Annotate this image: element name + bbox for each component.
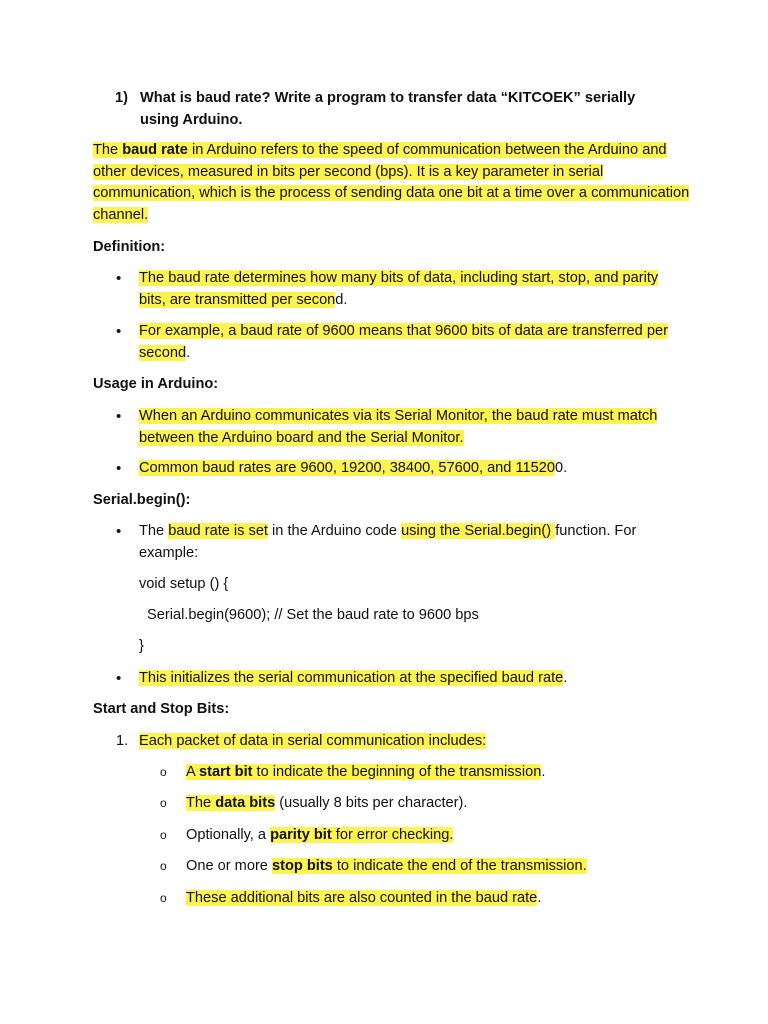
sub2-a: The [186, 795, 216, 811]
serial-begin-item-1-c: in the Arduino code [268, 523, 402, 539]
serial-begin-heading: Serial.begin(): [93, 492, 191, 508]
sub1-a: A [186, 764, 199, 780]
question-number: 1) [115, 90, 128, 106]
sub1-term: start bit [198, 764, 253, 780]
start-stop-ol-text: Each packet of data in serial communication includes: [139, 733, 487, 749]
intro-text-a: The [93, 142, 123, 158]
sub-item-data-bits [160, 793, 680, 815]
sub4-term: stop bits [271, 858, 333, 874]
sub1-d: . [541, 764, 546, 780]
code-line-2: Serial.begin(9600); // Set the baud rate to 9600 bps [147, 607, 479, 623]
serial-begin-item-2 [116, 668, 676, 690]
definition-item-1-rest: d. [335, 291, 348, 308]
usage-item-1 [116, 406, 676, 449]
serial-begin-item-1-b: baud rate is set [168, 523, 268, 539]
ol-number: 1. [116, 733, 129, 749]
definition-item-2-rest: . [186, 344, 191, 361]
bullet-marker: • [116, 670, 122, 687]
sub-item-additional-bits [160, 888, 680, 910]
serial-begin-item-2-rest: . [563, 670, 568, 686]
usage-heading: Usage in Arduino: [93, 376, 219, 392]
intro-text-c: in Arduino refers to the speed of communication between the Arduino and other devices, measured in bits per second (bps). It is a key parameter in serial communication, which is the process of sending data one bit at a time over a communication channel. [93, 142, 690, 223]
intro-term-baud-rate: baud rate [122, 142, 188, 158]
bullet-marker: • [116, 523, 122, 540]
sub-bullet-marker: o [160, 891, 167, 905]
usage-item-1-highlight: When an Arduino communicates via its Serial Monitor, the baud rate must match between the Arduino board and the Serial Monitor. [139, 408, 658, 446]
definition-item-2-highlight: For example, a baud rate of 9600 means that 9600 bits of data are transferred per second [139, 323, 668, 361]
sub2-term: data bits [215, 795, 276, 811]
sub4-a: One or more [186, 858, 272, 874]
sub3-term: parity bit [270, 827, 332, 843]
code-line-3: } [139, 638, 144, 654]
bullet-marker: • [116, 270, 122, 287]
usage-item-2-rest: 0. [554, 460, 568, 476]
bullet-marker: • [116, 408, 122, 425]
code-line-1: void setup () { [139, 576, 229, 592]
sub-item-stop-bits [160, 856, 680, 878]
sub-bullet-marker: o [160, 859, 167, 873]
sub-bullet-marker: o [160, 828, 167, 842]
serial-begin-item-1-e: function. For example: [139, 523, 637, 561]
usage-item-2-highlight: Common baud rates are 9600, 19200, 38400, 57600, and 11520 [139, 460, 555, 476]
sub3-a: Optionally, a [186, 827, 271, 843]
question-heading [115, 88, 675, 131]
question-text: What is baud rate? Write a program to transfer data “KITCOEK” serially using Arduino. [140, 90, 636, 128]
sub1-c: to indicate the beginning of the transmission [252, 764, 542, 780]
intro-paragraph [93, 140, 693, 226]
definition-item-1 [116, 268, 676, 311]
sub-bullet-marker: o [160, 796, 167, 810]
bullet-marker: • [116, 323, 122, 340]
sub2-c: (usually 8 bits per character). [275, 795, 468, 811]
bullet-marker: • [116, 460, 122, 477]
serial-begin-item-1-a: The [139, 523, 169, 539]
start-stop-heading: Start and Stop Bits: [93, 701, 230, 717]
sub-item-parity-bit [160, 825, 680, 847]
definition-item-2 [116, 321, 676, 364]
sub5-highlight: These additional bits are also counted in the baud rate [186, 890, 538, 906]
usage-item-2 [116, 458, 676, 480]
sub4-c: to indicate the end of the transmission. [332, 858, 587, 874]
start-stop-ol-item-1 [116, 731, 676, 753]
sub-item-start-bit [160, 762, 680, 784]
definition-heading: Definition: [93, 239, 166, 255]
sub-bullet-marker: o [160, 765, 167, 779]
serial-begin-item-1 [116, 521, 676, 564]
serial-begin-item-2-highlight: This initializes the serial communication at the specified baud rate [139, 670, 564, 686]
sub3-c: for error checking. [331, 827, 454, 843]
serial-begin-item-1-d: using the Serial.begin() [401, 523, 556, 539]
definition-item-1-highlight: The baud rate determines how many bits of data, including start, stop, and parity bits, are transmitted per secon [139, 270, 659, 308]
sub5-rest: . [537, 890, 542, 906]
